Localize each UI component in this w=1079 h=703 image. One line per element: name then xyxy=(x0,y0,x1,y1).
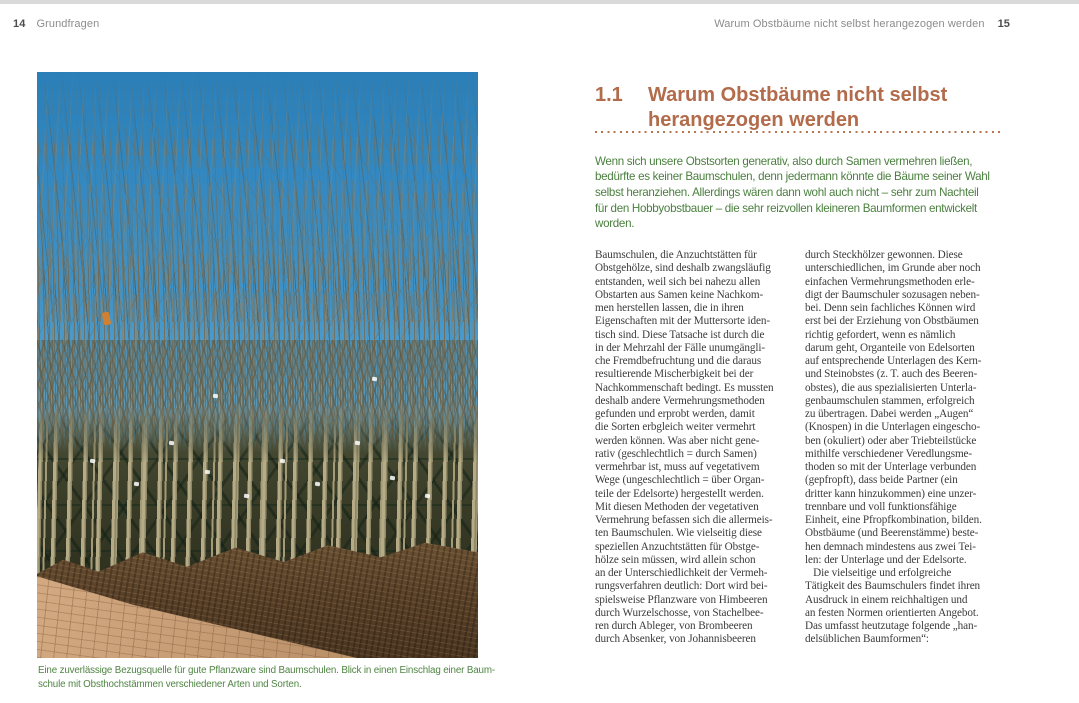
section-heading xyxy=(595,83,947,133)
running-head-section-right: Warum Obstbäume nicht selbst herangezogen werden xyxy=(714,18,985,30)
photo-caption: Eine zuverlässige Bezugsquelle für gute Pflanzware sind Baumschulen. Blick in einen Einschlag einer Baum- schule mit Obsthochstämmen verschiedener Arten und Sorten. xyxy=(38,665,495,690)
running-head-right xyxy=(410,18,1010,30)
running-head-section-left: Grundfragen xyxy=(36,18,100,30)
intro-paragraph: Wenn sich unsere Obstsorten generativ, also durch Samen vermehren ließen, bedürfte es keiner Baumschulen, denn jedermann könnte die Bäume seiner Wahl selbst heranziehen. Allerdings wären dann wohl auch nicht – sehr zum Nachteil für den Hobbyobstbauer – die sehr reizvollen kleineren Baumformen entwickelt worden. xyxy=(595,154,990,231)
page-number-left: 14 xyxy=(13,18,26,30)
body-columns xyxy=(595,249,1005,647)
body-column-right: durch Steckhölzer gewonnen. Diese unterschiedlichen, im Grunde aber noch einfachen Vermehrungsmethoden erle- digt der Baumschuler sozusagen neben- bei. Denn sein fachliches Können wird erst bei der Erziehung von Obstbäumen richtig gefordert, wenn es nämlich darum geht, Organteile von Edelsorten auf entsprechende Unterlagen des Kern- und Steinobstes (z. T. auch des Beeren- obstes), die aus spezialisierten Unterla- genbaumschulen stammen, erfolgreich zu übertragen. Dabei werden „Augen“ (Knospen) in die Unterlagen eingescho- ben (okuliert) oder aber Triebteilstücke mithilfe verschiedener Veredlungsme- thoden so mit der Unterlage verbunden (gepfropft), dass beide Partner (ein dritter kann hinzukommen) eine unzer- trennbare und voll funktionsfähige Einheit, eine Pfropfkombination, bilden. Obstbäume (und Beerenstämme) beste- hen demnach mindestens aus zwei Tei- len: der Unterlage und der Edelsorte. Die vielseitige und erfolgreiche Tätigkeit des Baumschulers findet ihren Ausdruck in einem reichhaltigen und an festen Normen orientierten Angebot. Das umfasst heutzutage folgende „han- delsüblichen Baumformen“: xyxy=(805,249,982,646)
section-number: 1.1 xyxy=(595,84,623,107)
running-head-left xyxy=(13,18,99,30)
section-title: Warum Obstbäume nicht selbst herangezogen werden xyxy=(648,84,948,132)
nursery-photo xyxy=(37,72,478,658)
dotted-divider xyxy=(595,131,1001,133)
top-edge-strip xyxy=(0,0,1079,4)
body-column-left: Baumschulen, die Anzuchtstätten für Obstgehölze, sind deshalb zwangsläufig entstanden, weil sich bei nahezu allen Obstarten aus Samen keine Nachkom- men herstellen lassen, die in ihren Eigenschaften mit der Muttersorte iden- tisch sind. Diese Tatsache ist durch die in der Mehrzahl der Fälle unumgängli- che Fremdbefruchtung und die daraus resultierende Mischerbigkeit bei der Nachkommenschaft bedingt. Es mussten deshalb andere Vermehrungsmethoden gefunden und erprobt werden, damit die Sorten erbgleich weiter vermehrt werden können. Was aber nicht gene- rativ (geschlechtlich = durch Samen) vermehrbar ist, muss auf vegetativem Wege (ungeschlechtlich = über Organ- teile der Edelsorte) hergestellt werden. Mit diesen Methoden der vegetativen Vermehrung befassen sich die allermeis- ten Baumschulen. Wie vielseitig diese speziellen Anzuchtstätten für Obstge- hölze sein müssen, wird allein schon an der Unterschiedlichkeit der Vermeh- rungsverfahren deutlich: Dort wird bei- spielsweise Pflanzware von Himbeeren durch Wurzelschosse, von Stachelbee- ren durch Ableger, von Brombeeren durch Absenker, von Johannisbeeren xyxy=(595,249,774,646)
page-number-right: 15 xyxy=(997,18,1010,30)
